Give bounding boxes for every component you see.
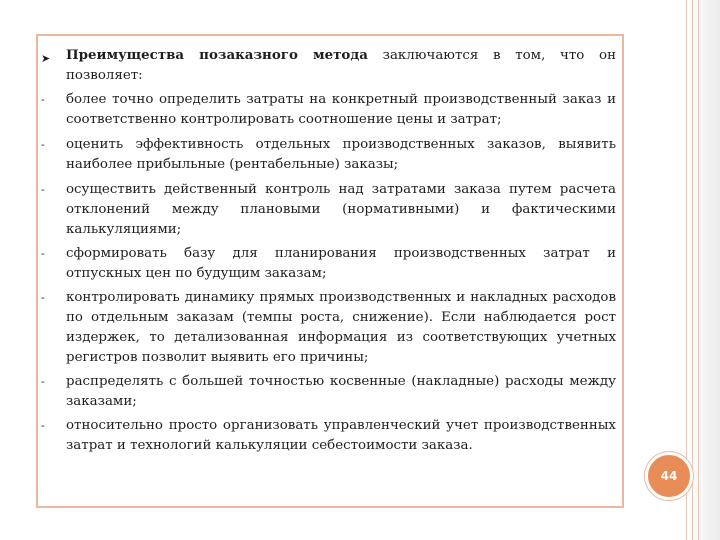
- page-number-badge: 44: [645, 452, 693, 500]
- list-item: [41, 90, 616, 130]
- dash-bullet: -: [41, 375, 45, 388]
- list-item: [41, 180, 616, 240]
- dash-bullet: -: [41, 183, 45, 196]
- intro-bold: Преимущества позаказного метода: [66, 47, 368, 63]
- list-item-text: относительно просто организовать управленческий учет производственных затрат и технологий калькуляции себестоимости заказа.: [66, 418, 616, 453]
- content-frame: [36, 34, 624, 508]
- list-item: [41, 416, 616, 456]
- dash-bullet: -: [41, 291, 45, 304]
- list-item: [41, 135, 616, 175]
- list-item-text: оценить эффективность отдельных производственных заказов, выявить наиболее прибыльные (рентабельные) заказы;: [66, 137, 616, 172]
- list-item-text: осуществить действенный контроль над затратами заказа путем расчета отклонений между плановыми (нормативными) и фактическими калькуляциями;: [66, 182, 616, 237]
- list-item: [41, 244, 616, 284]
- list-item: [41, 288, 616, 368]
- dash-bullet: -: [41, 247, 45, 260]
- list-item-text: контролировать динамику прямых производственных и накладных расходов по отдельным заказам (темпы роста, снижение). Если наблюдается рост издержек, то детализованная информация из соответствующих учетных регистров позволит выявить его причины;: [66, 290, 616, 365]
- arrow-bullet-icon: ➤: [41, 52, 51, 65]
- dash-bullet: -: [41, 138, 45, 151]
- list-item-text: сформировать базу для планирования производственных затрат и отпускных цен по будущим заказам;: [66, 246, 616, 281]
- dash-bullet: -: [41, 419, 45, 432]
- intro-rest: заключаются в том, что он позволяет:: [66, 48, 616, 83]
- intro-paragraph: [41, 45, 616, 86]
- list-item-text: более точно определить затраты на конкретный производственный заказ и соответственно контролировать соотношение цены и затрат;: [66, 92, 616, 127]
- decorative-line: [698, 0, 699, 540]
- dash-bullet: -: [41, 93, 45, 106]
- list-item-text: распределять с большей точностью косвенные (накладные) расходы между заказами;: [66, 374, 616, 409]
- decorative-line: [692, 0, 693, 540]
- list-item: [41, 372, 616, 412]
